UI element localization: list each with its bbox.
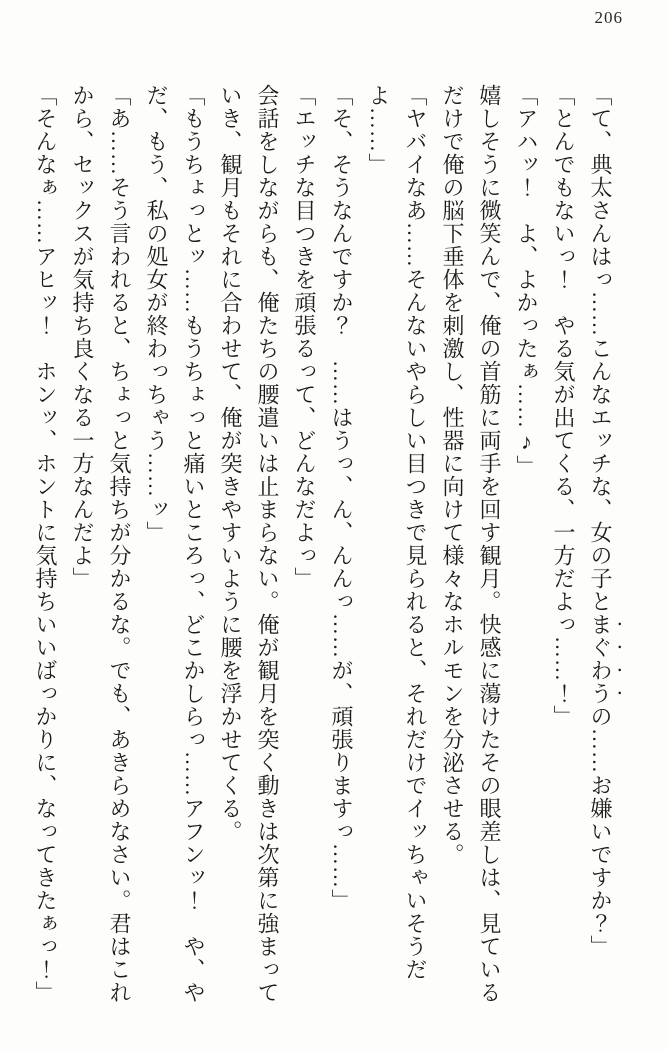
paragraph-text: の……お嫌いですか？」	[588, 705, 613, 958]
emphasized-text: まぐわう	[588, 613, 613, 705]
paragraph-dialogue-6: 「エッチな目つきを頑張るって、どんなだよっ」	[292, 84, 317, 590]
paragraph-dialogue-2: 「とんでもないっ！ やる気が出てくる、一方だよっ……！」	[551, 84, 576, 728]
paragraph-dialogue-3: 「アハッ！ よ、よかったぁ……♪」	[514, 84, 539, 478]
paragraph-dialogue-9: 「そんなぁ……アヒッ！ ホンッ、ホントに気持ちいいばっかりに、なってきたぁっ！」	[33, 84, 58, 1004]
paragraph-dialogue-7: 「もうちょっとッ……もうちょっと痛いところっ、どこかしらっ……アフンッ！ や、やだ、もう、私の処女が終わっちゃう……ッ」	[144, 84, 206, 1004]
paragraph-narration-2: 会話をしながらも、俺たちの腰遣いは止まらない。俺が観月を突く動きは次第に強まっていき、観月もそれに合わせて、俺が突きやすいように腰を浮かせてくる。	[218, 84, 280, 1004]
paragraph-narration-1: 嬉しそうに微笑んで、俺の首筋に両手を回す観月。快感に蕩けたその眼差しは、見ているだけで俺の脳下垂体を刺激し、性器に向けて様々なホルモンを分泌させる。	[440, 84, 502, 1004]
paragraph-dialogue-1	[582, 84, 625, 1014]
paragraph-dialogue-8: 「あ……そう言われると、ちょっと気持ちが分かるな。でも、あきらめなさい。君はこれから、セックスが気持ち良くなる一方なんだよ」	[70, 84, 132, 1004]
paragraph-dialogue-4: 「ヤバイなあ……そんないやらしい目つきで見られると、それだけでイッちゃいそうだよ……」	[366, 84, 428, 981]
paragraph-text: 「て、典太さんはっ……こんなエッチな、女の子と	[588, 84, 613, 613]
page-number: 206	[594, 8, 623, 27]
paragraph-dialogue-5: 「そ、そうなんですか？ ……はうっ、ん、んんっ……が、頑張りますっ……」	[329, 84, 354, 912]
text-block	[27, 84, 625, 1014]
